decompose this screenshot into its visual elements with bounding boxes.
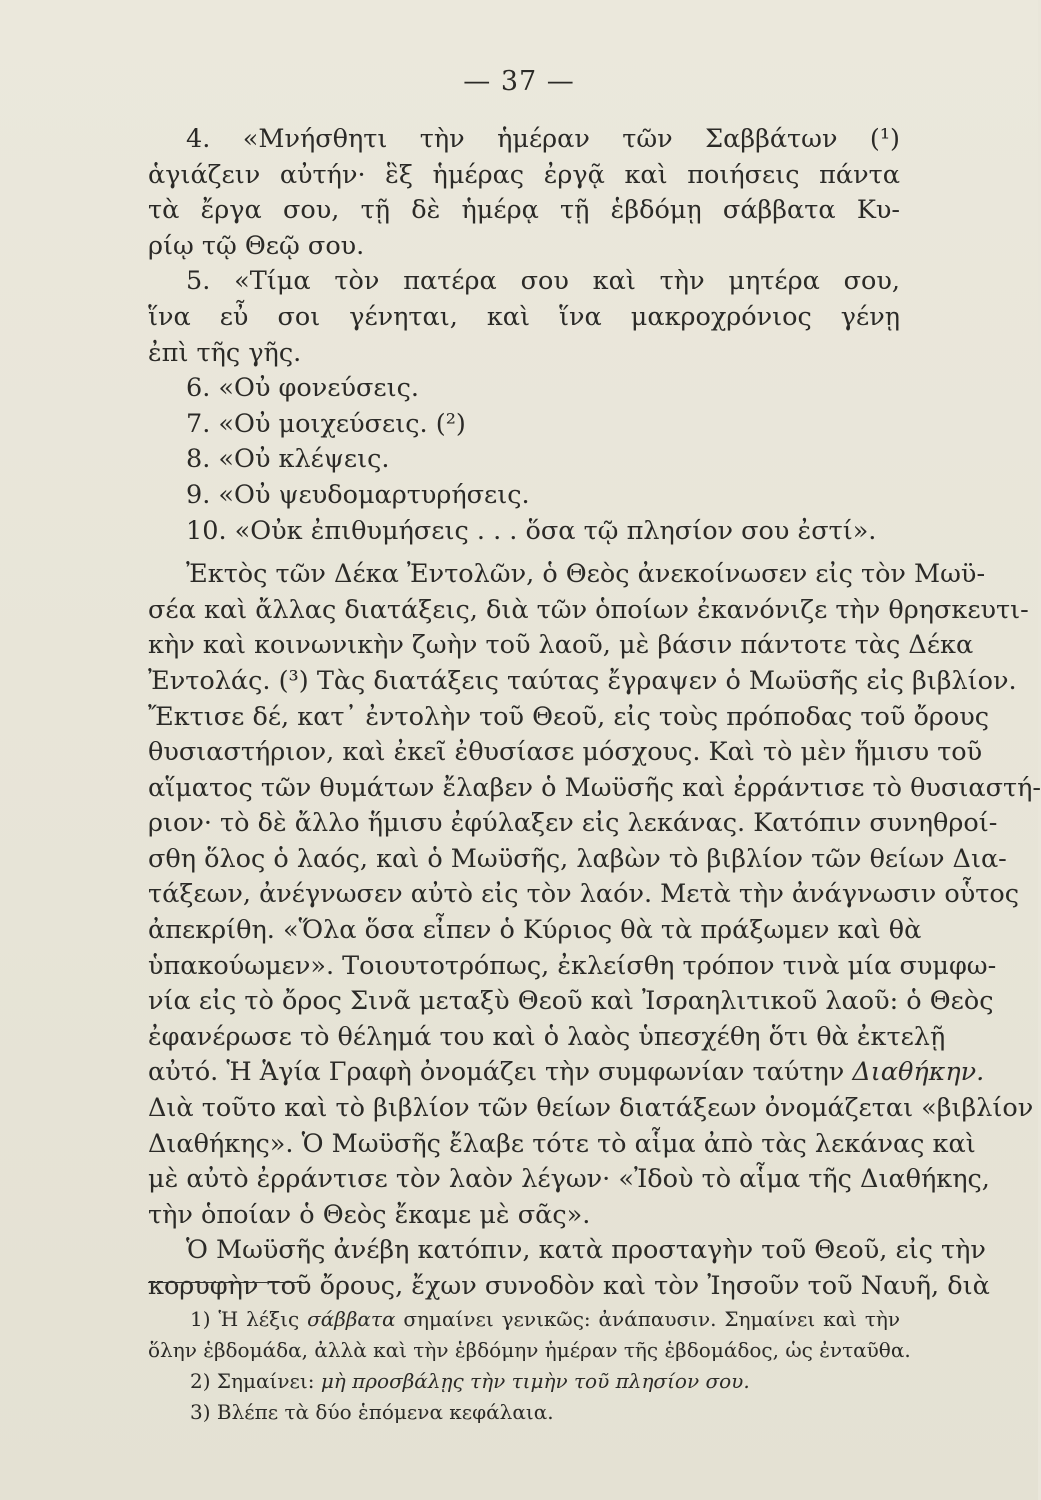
commandment-4-line: ρίῳ τῷ Θεῷ σου. (148, 230, 365, 261)
paragraph-line: Διὰ τοῦτο καὶ τὸ βιβλίον τῶν θείων διατάξεων ὀνομάζεται «βιβλίον (148, 1093, 1034, 1124)
paragraph-line: κὴν καὶ κοινωνικὴν ζωὴν τοῦ λαοῦ, μὲ βάσιν πάντοτε τὰς Δέκα (148, 630, 974, 661)
paragraph-line: Ἐκτὸς τῶν Δέκα Ἐντολῶν, ὁ Θεὸς ἀνεκοίνωσεν εἰς τὸν Μωϋ- (186, 559, 986, 590)
paragraph-line: ἐφανέρωσε τὸ θέλημά του καὶ ὁ λαὸς ὑπεσχέθη ὅτι θὰ ἐκτελῇ (148, 1021, 946, 1052)
commandment-5-line: 5. «Τίμα τὸν πατέρα σου καὶ τὴν μητέρα σου, (186, 266, 900, 297)
footnote-1-prefix: 1) Ἡ λέξις (190, 1307, 300, 1331)
paragraph-line: Ἐντολάς. (³) Τὰς διατάξεις ταύτας ἔγραψεν ὁ Μωϋσῆς εἰς βιβλίον. (148, 665, 1017, 696)
paragraph-line: ριον· τὸ δὲ ἄλλο ἥμισυ ἐφύλαξεν εἰς λεκάνας. Κατόπιν συνηθροί- (148, 808, 998, 839)
paragraph-1 (148, 557, 1041, 1233)
page-number: — 37 — (463, 66, 575, 97)
footnote-1-italic: σάββατα (307, 1307, 396, 1331)
paragraph-line: Διαθήκης». Ὁ Μωϋσῆς ἔλαβε τότε τὸ αἷμα ἀπὸ τὰς λεκάνας καὶ (148, 1128, 976, 1159)
commandment-4-line: τὰ ἔργα σου, τῇ δὲ ἡμέρᾳ τῇ ἑβδόμῃ σάββατα Κυ- (148, 195, 900, 226)
footnote-separator (148, 1282, 306, 1283)
commandment-4-line: 4. «Μνήσθητι τὴν ἡμέραν τῶν Σαββάτων (¹) (186, 124, 900, 154)
commandment-7: 7. «Οὐ μοιχεύσεις. (²) (186, 408, 466, 439)
commandment-5-line: ἐπὶ τῆς γῆς. (148, 337, 302, 368)
commandment-8: 8. «Οὐ κλέψεις. (186, 444, 390, 475)
commandment-4-line: ἁγιάζειν αὐτήν· ἓξ ἡμέρας ἐργᾷ καὶ ποιήσεις πάντα (148, 159, 900, 190)
paragraph-line: κορυφὴν τοῦ ὄρους, ἔχων συνοδὸν καὶ τὸν Ἰησοῦν τοῦ Ναυῆ, διὰ (148, 1271, 990, 1301)
paragraph-line: μὲ αὐτὸ ἐρράντισε τὸν λαὸν λέγων· «Ἰδοὺ τὸ αἷμα τῆς Διαθήκης, (148, 1164, 990, 1195)
paragraph-line-with-italic (148, 1055, 985, 1091)
footnote-2-italic: μὴ προσβάλῃς τὴν τιμὴν τοῦ πλησίον σου. (320, 1369, 750, 1393)
main-text (148, 122, 1041, 1305)
commandment-5-line: ἵνα εὖ σοι γένηται, καὶ ἵνα μακροχρόνιος γένῃ (148, 301, 900, 332)
paragraph-line: ἀπεκρίθη. «Ὅλα ὅσα εἶπεν ὁ Κύριος θὰ τὰ πράξωμεν καὶ θὰ (148, 915, 922, 946)
commandment-6: 6. «Οὐ φονεύσεις. (186, 373, 419, 404)
footnote-1-suffix: σημαίνει γενικῶς: ἀνάπαυσιν. Σημαίνει καὶ τὴν (403, 1307, 901, 1331)
paragraph-line: θυσιαστήριον, καὶ ἐκεῖ ἐθυσίασε μόσχους. Καὶ τὸ μὲν ἥμισυ τοῦ (148, 737, 983, 768)
footnote-1 (148, 1304, 900, 1335)
commandment-10: 10. «Οὐκ ἐπιθυμήσεις . . . ὅσα τῷ πλησίον σου ἐστί». (186, 515, 877, 546)
paragraph-line: τάξεων, ἀνέγνωσεν αὐτὸ εἰς τὸν λαόν. Μετὰ τὴν ἀνάγνωσιν οὗτος (148, 879, 1020, 910)
footnote-2 (148, 1366, 900, 1397)
paragraph-line-text: αὐτό. Ἡ Ἁγία Γραφὴ ὀνομάζει τὴν συμφωνίαν ταύτην (148, 1057, 845, 1088)
paragraph-line: ὑπακούωμεν». Τοιουτοτρόπως, ἐκλείσθη τρόπον τινὰ μία συμφω- (148, 950, 997, 981)
italic-word-diathiki: Διαθήκην. (852, 1057, 985, 1088)
footnote-2-prefix: 2) Σημαίνει: (190, 1369, 315, 1393)
paragraph-line: σέα καὶ ἄλλας διατάξεις, διὰ τῶν ὁποίων ἐκανόνιζε τὴν θρησκευτι- (148, 594, 1029, 625)
paragraph-2 (148, 1233, 990, 1304)
paragraph-line: αἵματος τῶν θυμάτων ἔλαβεν ὁ Μωϋσῆς καὶ ἐρράντισε τὸ θυσιαστή- (148, 772, 1041, 803)
commandment-9: 9. «Οὐ ψευδομαρτυρήσεις. (186, 479, 530, 510)
footnote-1-continued: ὅλην ἑβδομάδα, ἀλλὰ καὶ τὴν ἑβδόμην ἡμέραν τῆς ἑβδομάδος, ὡς ἐνταῦθα. (148, 1338, 911, 1362)
paragraph-line: νία εἰς τὸ ὄρος Σινᾶ μεταξὺ Θεοῦ καὶ Ἰσραηλιτικοῦ λαοῦ: ὁ Θεὸς (148, 986, 994, 1017)
paragraph-line: τὴν ὁποίαν ὁ Θεὸς ἔκαμε μὲ σᾶς». (148, 1199, 591, 1230)
paragraph-line: Ὁ Μωϋσῆς ἀνέβη κατόπιν, κατὰ προσταγὴν τοῦ Θεοῦ, εἰς τὴν (186, 1235, 986, 1266)
footnote-3: 3) Βλέπε τὰ δύο ἑπόμενα κεφάλαια. (190, 1400, 554, 1424)
footnotes (148, 1304, 911, 1428)
paragraph-line: Ἔκτισε δέ, κατ᾿ ἐντολὴν τοῦ Θεοῦ, εἰς τοὺς πρόποδας τοῦ ὄρους (148, 701, 989, 732)
paragraph-line: σθη ὅλος ὁ λαός, καὶ ὁ Μωϋσῆς, λαβὼν τὸ βιβλίον τῶν θείων Δια- (148, 843, 1007, 874)
